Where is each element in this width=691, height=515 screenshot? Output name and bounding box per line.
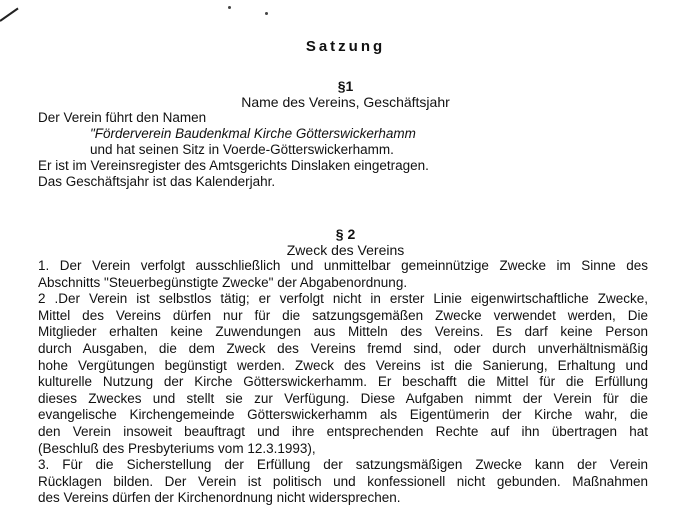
- scan-mark: [0, 8, 19, 22]
- section2-heading: Zweck des Vereins: [286, 242, 405, 258]
- section1-number: §1: [337, 78, 354, 94]
- section2-line: kulturelle Nutzung der Kirche Götterswickerhamm. Er beschafft die Mittel für die Erfüllung: [38, 374, 648, 390]
- section1-line: Er ist im Vereinsregister des Amtsgerichts Dinslaken eingetragen.: [38, 158, 429, 173]
- section2-number: § 2: [335, 226, 356, 242]
- section2-line: Mittel des Vereins dürfen nur für die satzungsgemäßen Zwecke verwendet werden, Die: [38, 307, 648, 323]
- section2-line: Abschnitts "Steuerbegünstigte Zwecke" der Abgabenordnung.: [38, 274, 408, 290]
- section1-line: Der Verein führt den Namen: [38, 110, 207, 125]
- section2-line: (Beschluß des Presbyteriums vom 12.3.1993),: [38, 440, 316, 456]
- section1-body: [38, 110, 658, 190]
- section2-line: 2 .Der Verein ist selbstlos tätig; er verfolgt nicht in erster Linie eigenwirtschaftliche Zwecke,: [38, 291, 648, 307]
- section1-line: Das Geschäftsjahr ist das Kalenderjahr.: [38, 174, 276, 189]
- section2-line: 3. Für die Sicherstellung der Erfüllung der satzungsmäßigen Zwecke kann der Verein: [38, 457, 648, 473]
- section2-line: dieses Zweckes und stellt sie zur Verfügung. Diese Aufgaben nimmt der Verein für die: [38, 390, 648, 406]
- scan-speck: [265, 12, 268, 15]
- section2-line: den Verein insoweit beauftragt und ihre entsprechenden Rechte auf ihn übertragen hat: [38, 423, 648, 439]
- section2-body: [38, 258, 648, 507]
- section2-line: Rücklagen bilden. Der Verein ist politisch und konfessionell nicht gebunden. Maßnahmen: [38, 473, 648, 489]
- section1-heading: Name des Vereins, Geschäftsjahr: [241, 94, 450, 110]
- section2-line: durch Ausgaben, die dem Zweck des Vereins fremd sind, oder durch unverhältnismäßig: [38, 340, 648, 356]
- scan-speck: [228, 6, 231, 9]
- section1-line: "Förderverein Baudenkmal Kirche Götterswickerhamm: [90, 126, 416, 141]
- section2-line: evangelische Kirchengemeinde Götterswickerhamm als Eigentümerin der Kirche wahr, die: [38, 407, 648, 423]
- document-title: Satzung: [305, 38, 386, 55]
- section1-header: [0, 78, 691, 110]
- section2-line: des Vereins dürfen der Kirchenordnung nicht widersprechen.: [38, 490, 401, 506]
- section2-line: 1. Der Verein verfolgt ausschließlich und unmittelbar gemeinnützige Zwecke im Sinne des: [38, 258, 648, 273]
- section2-line: Mitglieder erhalten keine Zuwendungen aus Mitteln des Vereins. Es darf keine Person: [38, 324, 648, 340]
- section1-line: und hat seinen Sitz in Voerde-Götterswickerhamm.: [90, 142, 394, 157]
- section2-header: [0, 226, 691, 258]
- section2-line: hohe Vergütungen begünstigt werden. Zweck des Vereins ist die Sanierung, Erhaltung und: [38, 357, 648, 373]
